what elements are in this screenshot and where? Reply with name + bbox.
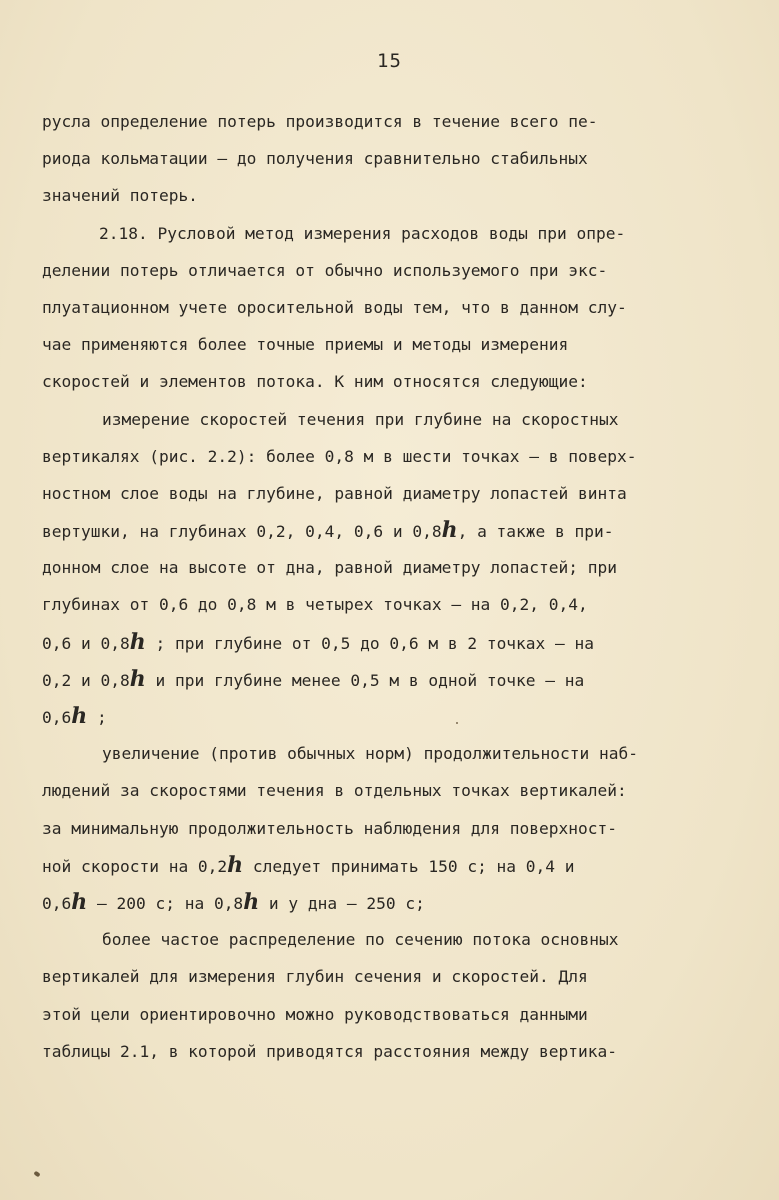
text-line: вертикалей для измерения глубин сечения и скоростей. Для bbox=[42, 967, 588, 987]
text-line: значений потерь. bbox=[42, 186, 198, 206]
text-line: донном слое на высоте от дна, равной диаметру лопастей; при bbox=[42, 558, 617, 578]
body-text bbox=[42, 103, 757, 1070]
text-line: риода кольматации – до получения сравнительно стабильных bbox=[42, 149, 588, 169]
paper-speck bbox=[33, 1171, 40, 1178]
handwritten-h: ℎ bbox=[129, 628, 146, 655]
text-line: более частое распределение по сечению потока основных bbox=[102, 930, 619, 950]
page-number: 15 bbox=[377, 50, 402, 72]
handwritten-h: ℎ bbox=[71, 888, 88, 915]
handwritten-h: ℎ bbox=[243, 888, 260, 915]
text-line: скоростей и элементов потока. К ним относятся следующие: bbox=[42, 372, 588, 392]
text-line: 0,2 и 0,8ℎ и при глубине менее 0,5 м в одной точке – на bbox=[42, 665, 585, 692]
text-line: людений за скоростями течения в отдельных точках вертикалей: bbox=[42, 781, 627, 801]
text-line: ностном слое воды на глубине, равной диаметру лопастей винта bbox=[42, 483, 627, 503]
handwritten-h: ℎ bbox=[129, 665, 146, 692]
handwritten-h: ℎ bbox=[441, 517, 458, 544]
paper-speck bbox=[456, 722, 458, 724]
handwritten-h: ℎ bbox=[227, 851, 244, 878]
text-line: глубинах от 0,6 до 0,8 м в четырех точках – на 0,2, 0,4, bbox=[42, 595, 588, 615]
text-line: русла определение потерь производится в течение всего пе- bbox=[42, 112, 598, 131]
text-line: делении потерь отличается от обычно используемого при экс- bbox=[42, 260, 608, 280]
text-line: 0,6ℎ ; bbox=[42, 703, 107, 729]
text-line: 2.18. Русловой метод измерения расходов воды при опре- bbox=[99, 223, 626, 243]
text-line: вертикалях (рис. 2.2): более 0,8 м в шести точках – в поверх- bbox=[42, 446, 637, 466]
text-line: за минимальную продолжительность наблюдения для поверхност- bbox=[42, 818, 617, 838]
text-line: увеличение (против обычных норм) продолжительности наб- bbox=[102, 744, 639, 764]
text-line: этой цели ориентировочно можно руководствоваться данными bbox=[42, 1004, 588, 1024]
text-line: измерение скоростей течения при глубине на скоростных bbox=[102, 409, 619, 429]
text-line: 0,6ℎ – 200 с; на 0,8ℎ и у дна – 250 с; bbox=[42, 888, 425, 915]
text-line: таблицы 2.1, в которой приводятся расстояния между вертика- bbox=[42, 1041, 617, 1061]
text-line: плуатационном учете оросительной воды тем, что в данном слу- bbox=[42, 297, 627, 317]
text-line: чае применяются более точные приемы и методы измерения bbox=[42, 335, 569, 355]
handwritten-h: ℎ bbox=[71, 703, 88, 729]
text-line: вертушки, на глубинах 0,2, 0,4, 0,6 и 0,8ℎ, а также в при- bbox=[42, 517, 614, 544]
text-line: 0,6 и 0,8ℎ ; при глубине от 0,5 до 0,6 м в 2 точках – на bbox=[42, 628, 595, 655]
text-line: ной скорости на 0,2ℎ следует принимать 150 с; на 0,4 и bbox=[42, 851, 575, 878]
